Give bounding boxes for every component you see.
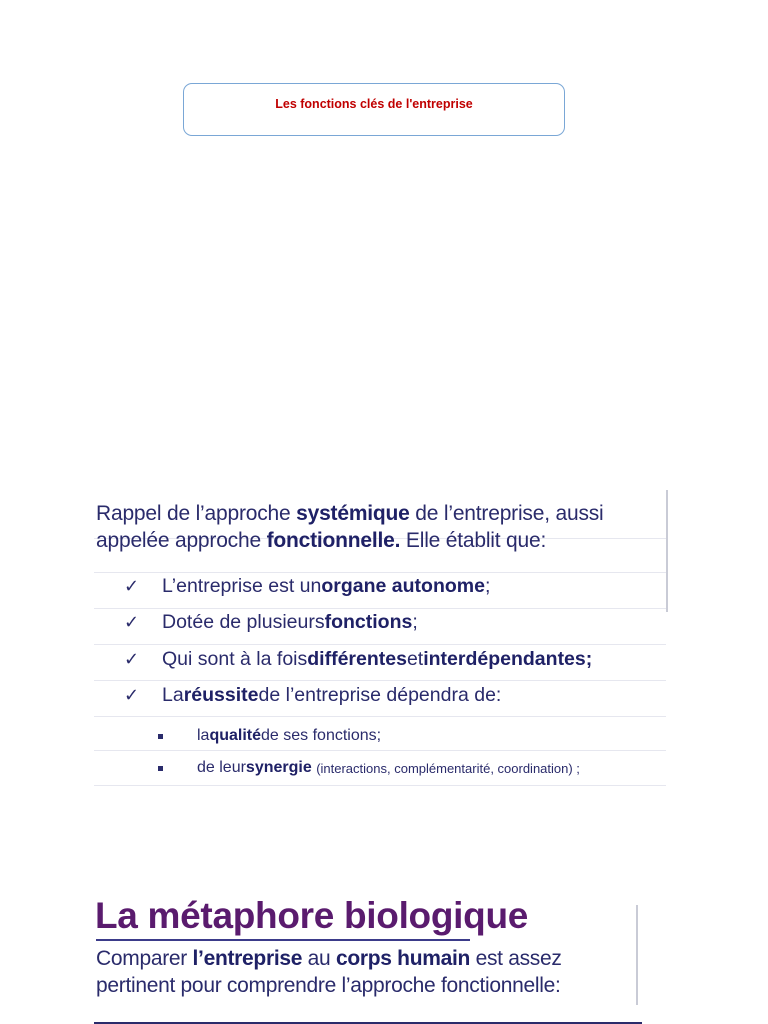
intro-text: Rappel de l’approche <box>96 502 297 525</box>
item-text: L’entreprise est un <box>162 574 322 597</box>
item-bold: qualité <box>209 727 262 744</box>
list-item <box>124 641 592 678</box>
item-text: ; <box>412 611 418 634</box>
intro-text: de l’entreprise, aussi appelée approche <box>96 502 604 552</box>
body-text: au <box>302 947 336 970</box>
body-bold-entreprise: l’entreprise <box>192 947 303 970</box>
body-text: est assez pertinent pour comprendre l’approche fonctionnelle: <box>96 947 562 997</box>
square-bullet-icon <box>158 766 163 771</box>
item-text: Dotée de plusieurs <box>162 611 325 634</box>
item-text: de ses fonctions; <box>261 727 382 744</box>
item-text: et <box>406 647 424 670</box>
body-text: Comparer <box>96 947 193 970</box>
checkmark-icon: ✓ <box>124 575 140 596</box>
slide-systemic-approach <box>94 490 672 788</box>
item-bold: réussite <box>183 684 259 707</box>
list-item <box>124 605 592 642</box>
intro-paragraph <box>96 500 672 554</box>
item-bold: différentes <box>307 647 407 670</box>
body-bold-corps-humain: corps humain <box>335 947 471 970</box>
checkmark-icon: ✓ <box>124 648 140 669</box>
rule-line <box>94 785 666 786</box>
item-text: de leur <box>197 759 246 776</box>
intro-bold-fonctionnelle: fonctionnelle. <box>266 529 401 552</box>
slide-biological-metaphor <box>94 895 642 1024</box>
list-item <box>156 752 580 784</box>
item-note: (interactions, complémentarité, coordination) ; <box>316 760 580 776</box>
item-text: de l’entreprise dépendra de: <box>258 684 502 707</box>
intro-bold-systemique: systémique <box>296 502 410 525</box>
list-item <box>124 678 592 715</box>
check-list <box>124 568 592 714</box>
page-title: Les fonctions clés de l'entreprise <box>275 97 473 111</box>
slide-heading: La métaphore biologique <box>95 895 529 936</box>
item-bold: synergie <box>245 759 312 776</box>
list-item <box>156 720 580 752</box>
heading-underline <box>96 939 470 941</box>
item-text: La <box>162 684 184 707</box>
square-bullet-icon <box>158 734 163 739</box>
intro-text: Elle établit que: <box>400 529 547 552</box>
checkmark-icon: ✓ <box>124 685 140 706</box>
rule-line <box>94 716 666 717</box>
item-text: la <box>197 727 210 744</box>
title-box <box>183 83 565 136</box>
item-bold: fonctions <box>324 611 413 634</box>
list-item <box>124 568 592 605</box>
item-bold: interdépendantes; <box>423 647 593 670</box>
item-text: ; <box>484 574 491 597</box>
item-bold: organe autonome <box>321 574 485 597</box>
body-paragraph <box>96 945 642 999</box>
item-text: Qui sont à la fois <box>162 647 308 670</box>
checkmark-icon: ✓ <box>124 612 140 633</box>
sub-list <box>156 720 580 784</box>
